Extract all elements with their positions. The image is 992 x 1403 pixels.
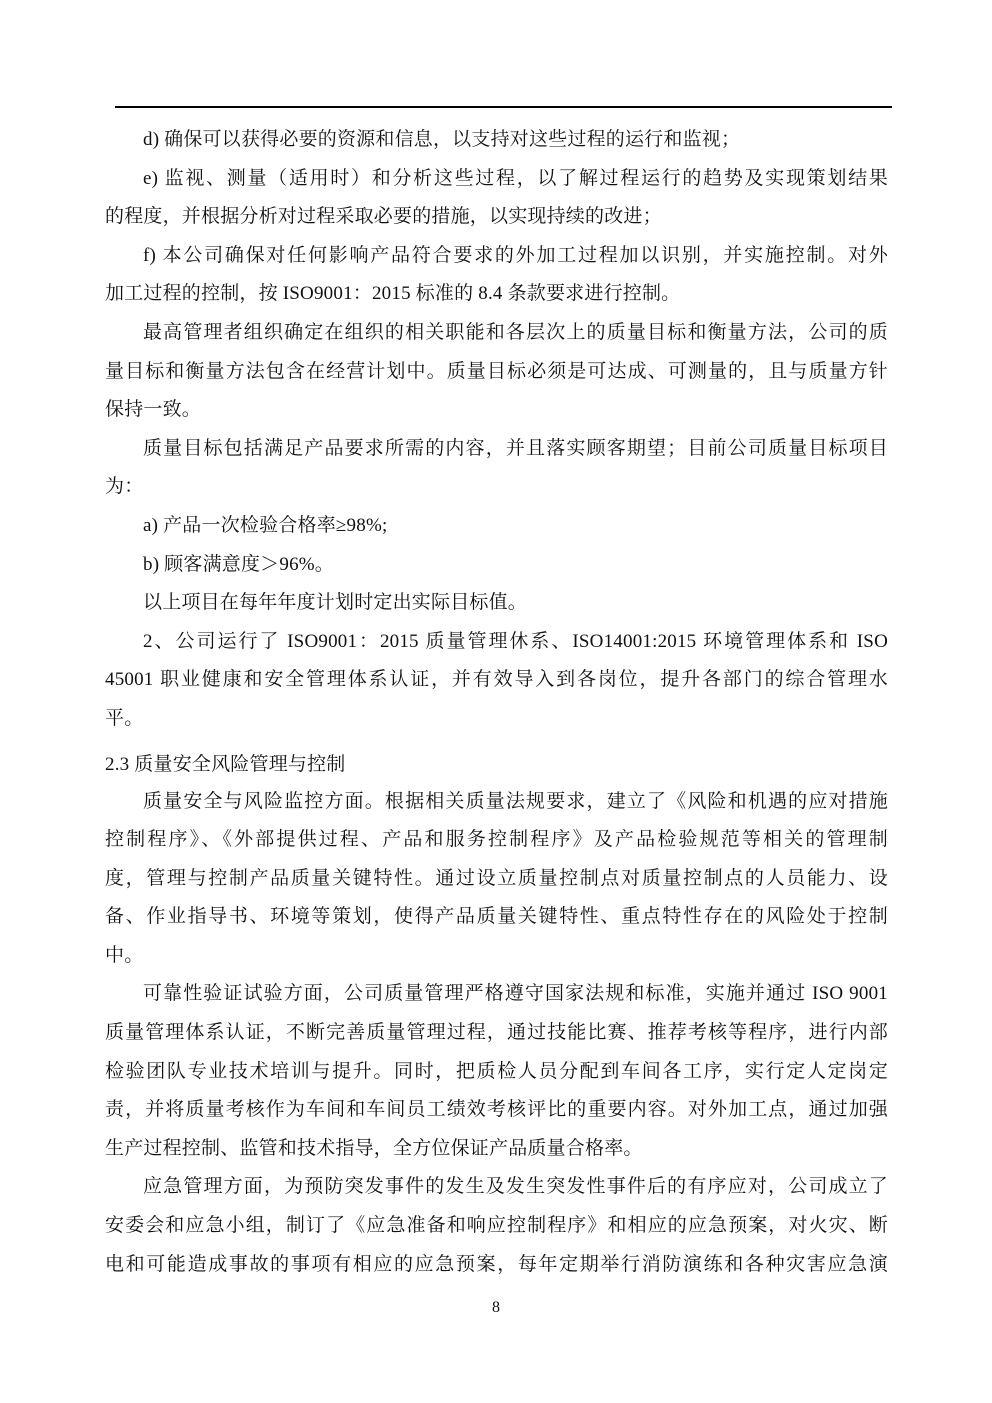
- text-line: f) 本公司确保对任何影响产品符合要求的外加工过程加以识别，并实施控制。对外: [143, 244, 888, 266]
- text-line: 为：: [105, 476, 144, 498]
- text-line: 保持一致。: [105, 399, 202, 421]
- paragraph: [105, 546, 888, 585]
- text-line: d) 确保可以获得必要的资源和信息，以支持对这些过程的运行和监视；: [143, 129, 741, 150]
- paragraph: [105, 975, 888, 1168]
- text-line: 2.3 质量安全风险管理与控制: [105, 753, 346, 775]
- header-divider: [115, 106, 892, 108]
- text-line: 质量管理体系认证，不断完善质量管理过程，通过技能比赛、推荐考核等程序，进行内部: [105, 1022, 888, 1044]
- paragraph: [105, 1168, 888, 1284]
- text-line: 电和可能造成事故的事项有相应的应急预案，每年定期举行消防演练和各种灾害应急演: [105, 1253, 888, 1275]
- text-line: 中。: [105, 944, 144, 966]
- text-line: 安委会和应急小组，制订了《应急准备和响应控制程序》和相应的应急预案，对火灾、断: [105, 1215, 888, 1237]
- paragraph: [105, 623, 888, 739]
- text-line: 的程度，并根据分析对过程采取必要的措施，以实现持续的改进；: [105, 206, 662, 228]
- page-number: 8: [492, 1299, 500, 1316]
- text-line: 质量目标包括满足产品要求所需的内容，并且落实顾客期望；目前公司质量目标项目: [143, 437, 888, 459]
- text-line: 生产过程控制、监管和技术指导，全方位保证产品质量合格率。: [105, 1137, 643, 1159]
- paragraph: [105, 783, 888, 976]
- paragraph: [105, 121, 888, 160]
- text-line: 2、公司运行了 ISO9001：2015 质量管理休系、ISO14001:2015 环境管理体系和 ISO: [143, 630, 888, 652]
- paragraph: [105, 237, 888, 314]
- document-body: [105, 121, 888, 1284]
- section-heading: [105, 747, 888, 783]
- paragraph: [105, 507, 888, 546]
- text-line: 以上项目在每年年度计划时定出实际目标值。: [143, 592, 528, 614]
- text-line: 平。: [105, 707, 144, 729]
- text-line: 控制程序》、《外部提供过程、产品和服务控制程序》及产品检验规范等相关的管理制: [105, 829, 888, 851]
- text-line: 度，管理与控制产品质量关键特性。通过设立质量控制点对质量控制点的人员能力、设: [105, 867, 888, 889]
- text-line: e) 监视、测量（适用时）和分析这些过程，以了解过程运行的趋势及实现策划结果: [143, 167, 888, 189]
- text-line: 加工过程的控制，按 ISO9001：2015 标准的 8.4 条款要求进行控制。: [105, 283, 681, 305]
- text-line: 检验团队专业技术培训与提升。同时，把质检人员分配到车间各工序，实行定人定岗定: [105, 1060, 888, 1082]
- text-line: 应急管理方面，为预防突发事件的发生及发生突发性事件后的有序应对，公司成立了: [143, 1176, 888, 1198]
- text-line: 质量安全与风险监控方面。根据相关质量法规要求，建立了《风险和机遇的应对措施: [143, 790, 888, 812]
- text-line: 量目标和衡量方法包含在经营计划中。质量目标必须是可达成、可测量的，且与质量方针: [105, 360, 888, 382]
- paragraph: [105, 584, 888, 623]
- text-line: 45001 职业健康和安全管理体系认证，并有效导入到各岗位，提升各部门的综合管理水: [105, 669, 888, 691]
- text-line: 最高管理者组织确定在组织的相关职能和各层次上的质量目标和衡量方法，公司的质: [143, 321, 888, 343]
- text-line: b) 顾客满意度＞96%。: [143, 553, 335, 575]
- text-line: a) 产品一次检验合格率≥98%;: [143, 514, 388, 536]
- text-line: 责，并将质量考核作为车间和车间员工绩效考核评比的重要内容。对外加工点，通过加强: [105, 1099, 888, 1121]
- text-line: 可靠性验证试验方面，公司质量管理严格遵守国家法规和标准，实施并通过 ISO 9001: [143, 983, 888, 1005]
- paragraph: [105, 314, 888, 430]
- paragraph: [105, 160, 888, 237]
- text-line: 备、作业指导书、环境等策划，使得产品质量关键特性、重点特性存在的风险处于控制: [105, 906, 888, 928]
- paragraph: [105, 430, 888, 507]
